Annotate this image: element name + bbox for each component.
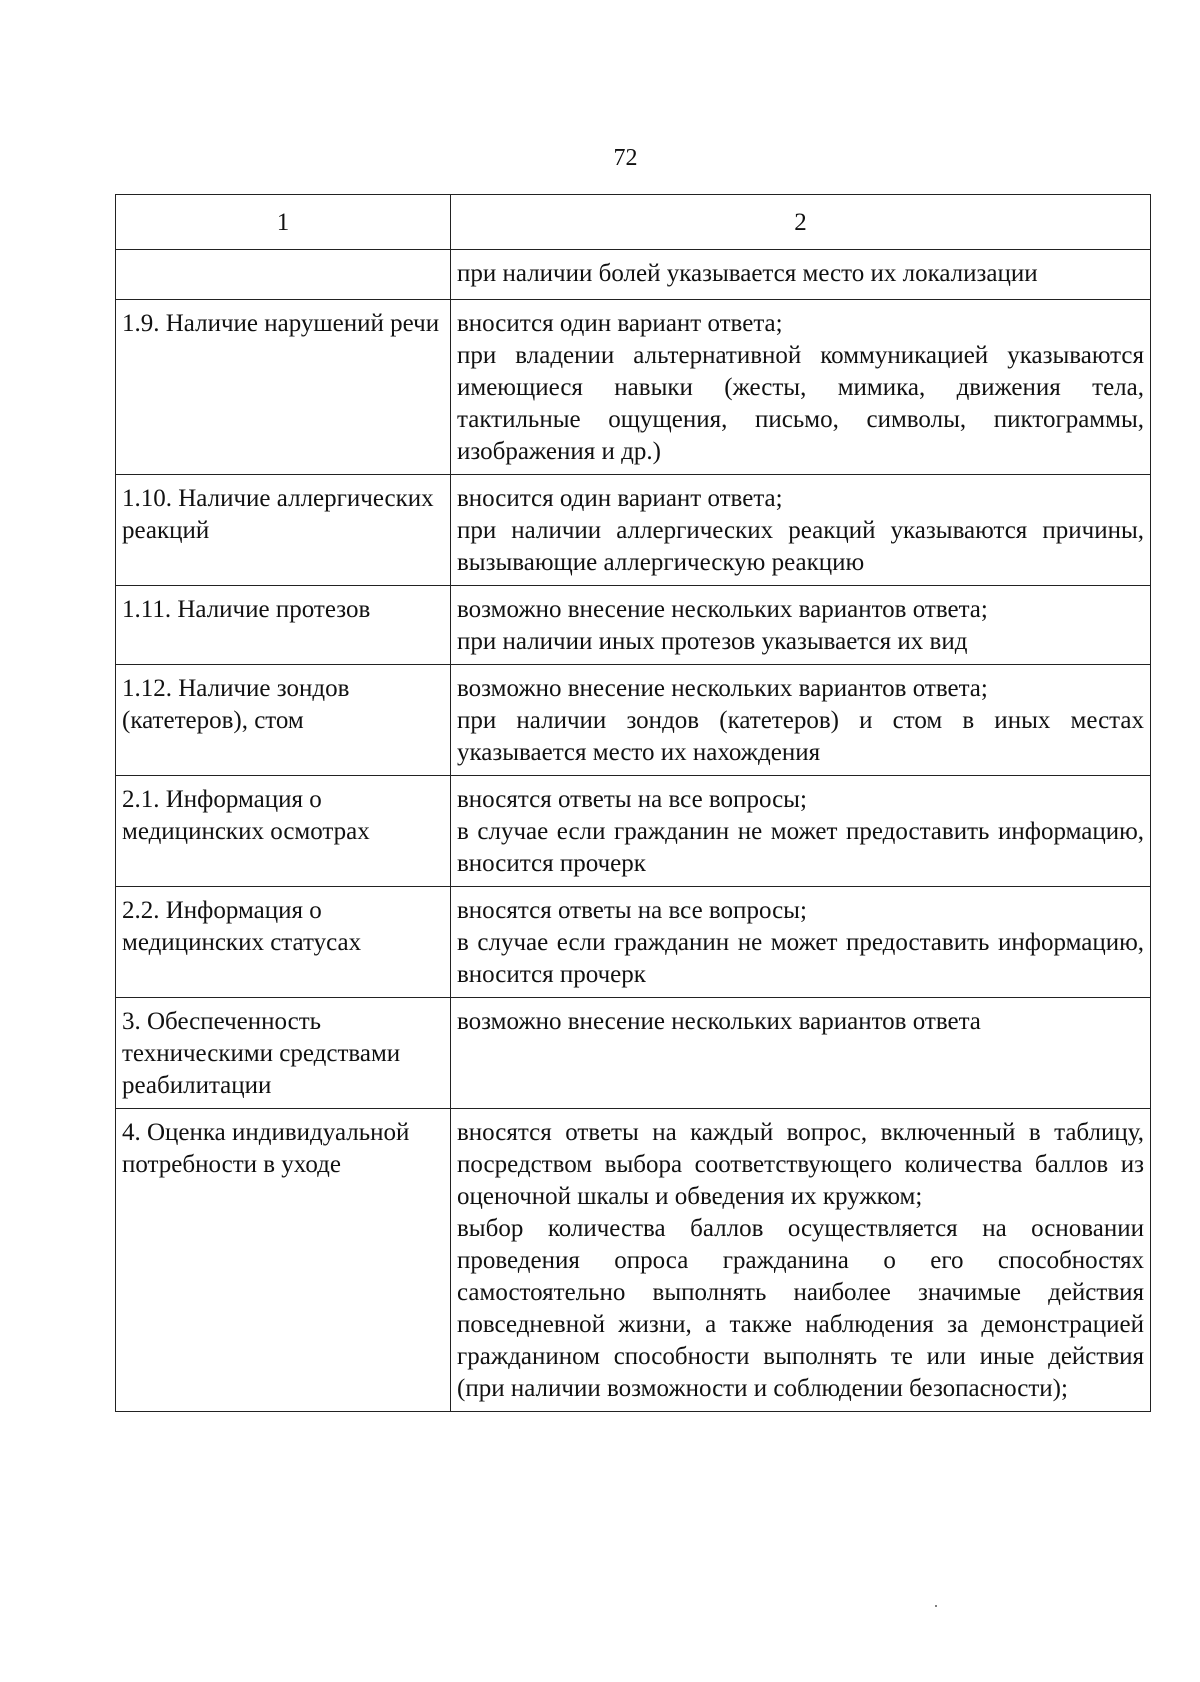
table-row bbox=[116, 250, 1151, 300]
instructions-table bbox=[115, 194, 1151, 1412]
description-line: при наличии зондов (катетеров) и стом в иных местах указывается место их нахождения bbox=[457, 707, 1144, 766]
description-line: вносятся ответы на все вопросы; bbox=[457, 897, 807, 924]
description-line: в случае если гражданин не может предоставить информацию, вносится прочерк bbox=[457, 929, 1144, 988]
page-number: 72 bbox=[613, 145, 638, 171]
row-label: 4. Оценка индивидуальной потребности в уходе bbox=[116, 1109, 451, 1412]
description-line: при наличии аллергических реакций указываются причины, вызывающие аллергическую реакцию bbox=[457, 517, 1144, 576]
row-label: 1.10. Наличие аллергических реакций bbox=[116, 475, 451, 586]
table-row bbox=[116, 887, 1151, 998]
table-row bbox=[116, 776, 1151, 887]
description-line: вносится один вариант ответа; bbox=[457, 485, 783, 512]
description-line: в случае если гражданин не может предоставить информацию, вносится прочерк bbox=[457, 818, 1144, 877]
table-row bbox=[116, 586, 1151, 665]
description-line: возможно внесение нескольких вариантов ответа; bbox=[457, 675, 988, 702]
description-line: выбор количества баллов осуществляется на основании проведения опроса гражданина о его способностях самостоятельно выполнять наиболее значимые действия повседневной жизни, а также наблюдения за демонстрацией гражданином способности выполнять те или иные действия (при наличии возможности и соблюдении безопасности); bbox=[457, 1215, 1144, 1402]
row-label: 1.11. Наличие протезов bbox=[116, 586, 451, 665]
table-row bbox=[116, 1109, 1151, 1412]
table-row bbox=[116, 998, 1151, 1109]
row-label: 2.2. Информация о медицинских статусах bbox=[116, 887, 451, 998]
row-description bbox=[451, 250, 1151, 300]
table-header-row bbox=[116, 195, 1151, 250]
row-label: 3. Обеспеченность техническими средствами реабилитации bbox=[116, 998, 451, 1109]
row-description bbox=[451, 475, 1151, 586]
row-description bbox=[451, 665, 1151, 776]
scan-speck bbox=[935, 1605, 937, 1607]
description-line: при владении альтернативной коммуникацией указываются имеющиеся навыки (жесты, мимика, движения тела, тактильные ощущения, письмо, символы, пиктограммы, изображения и др.) bbox=[457, 342, 1144, 465]
description-line: вносятся ответы на каждый вопрос, включенный в таблицу, посредством выбора соответствующего количества баллов из оценочной шкалы и обведения их кружком; bbox=[457, 1119, 1144, 1210]
row-description bbox=[451, 887, 1151, 998]
column-header-2: 2 bbox=[451, 195, 1151, 250]
row-description bbox=[451, 586, 1151, 665]
description-line: при наличии болей указывается место их локализации bbox=[457, 260, 1038, 287]
column-header-1: 1 bbox=[116, 195, 451, 250]
table-row bbox=[116, 300, 1151, 475]
row-label: 2.1. Информация о медицинских осмотрах bbox=[116, 776, 451, 887]
description-line: возможно внесение нескольких вариантов ответа bbox=[457, 1008, 981, 1035]
row-description bbox=[451, 1109, 1151, 1412]
description-line: вносятся ответы на все вопросы; bbox=[457, 786, 807, 813]
row-label: 1.12. Наличие зондов (катетеров), стом bbox=[116, 665, 451, 776]
row-description bbox=[451, 300, 1151, 475]
description-line: вносится один вариант ответа; bbox=[457, 310, 783, 337]
table-row bbox=[116, 665, 1151, 776]
row-label bbox=[116, 250, 451, 300]
table-row bbox=[116, 475, 1151, 586]
description-line: при наличии иных протезов указывается их вид bbox=[457, 628, 968, 655]
row-description bbox=[451, 998, 1151, 1109]
description-line: возможно внесение нескольких вариантов ответа; bbox=[457, 596, 988, 623]
row-label: 1.9. Наличие нарушений речи bbox=[116, 300, 451, 475]
row-description bbox=[451, 776, 1151, 887]
